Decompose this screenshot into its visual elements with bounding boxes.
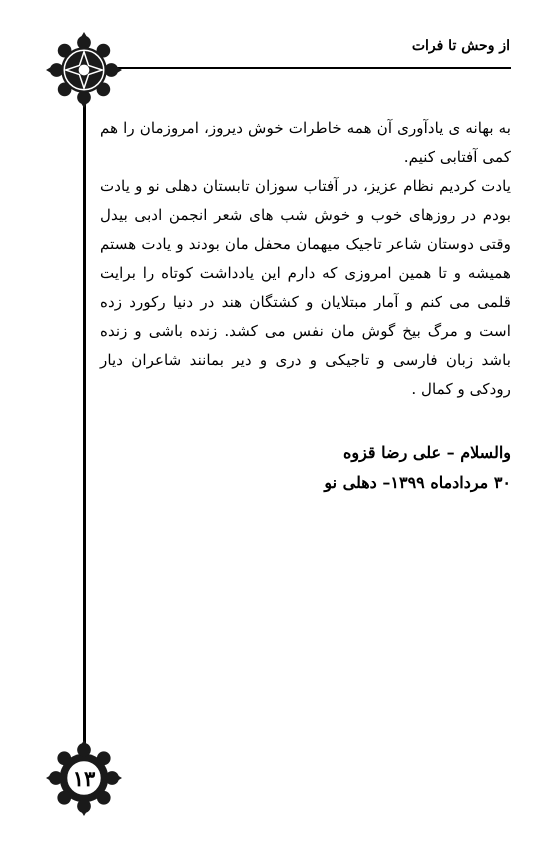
signature-date-place: ۳۰ مردادماه ۱۳۹۹– دهلی نو — [324, 473, 511, 492]
body-text — [100, 114, 511, 404]
signature-block — [100, 438, 511, 498]
page-number: ۱۳ — [72, 765, 96, 791]
signature-closing: والسلام – علی رضا قزوه — [342, 443, 511, 462]
header-horizontal-rule — [90, 67, 511, 69]
paragraph: یادت کردیم نظام عزیز، در آفتاب سوزان تابستان دهلی نو و یادت بودم در روزهای خوب و خوش شب های شعر انجمن ادبی بیدل وقتی دوستان شاعر تاجیک میهمان محفل مان بودند و یادت هستم همیشه و تا همین امروزی که دارم این یادداشت کوتاه را برایت قلمی می کنم و آمار مبتلایان و کشتگان هند در دنیا رکورد زده است و مرگ بیخ گوش مان نفس می کشد. زنده باشی و زنده باشد زبان فارسی و تاجیکی و دری و دیر بمانند شاعران دیار رودکی و کمال . — [100, 177, 511, 398]
running-header-title: از وحش تا فرات — [411, 38, 510, 54]
margin-vertical-rule — [83, 72, 86, 772]
paragraph: به بهانه ی یادآوری آن همه خاطرات خوش دیروز، امروزمان را هم کمی آفتابی کنیم. — [100, 119, 511, 166]
corner-ornament-icon — [46, 32, 122, 108]
